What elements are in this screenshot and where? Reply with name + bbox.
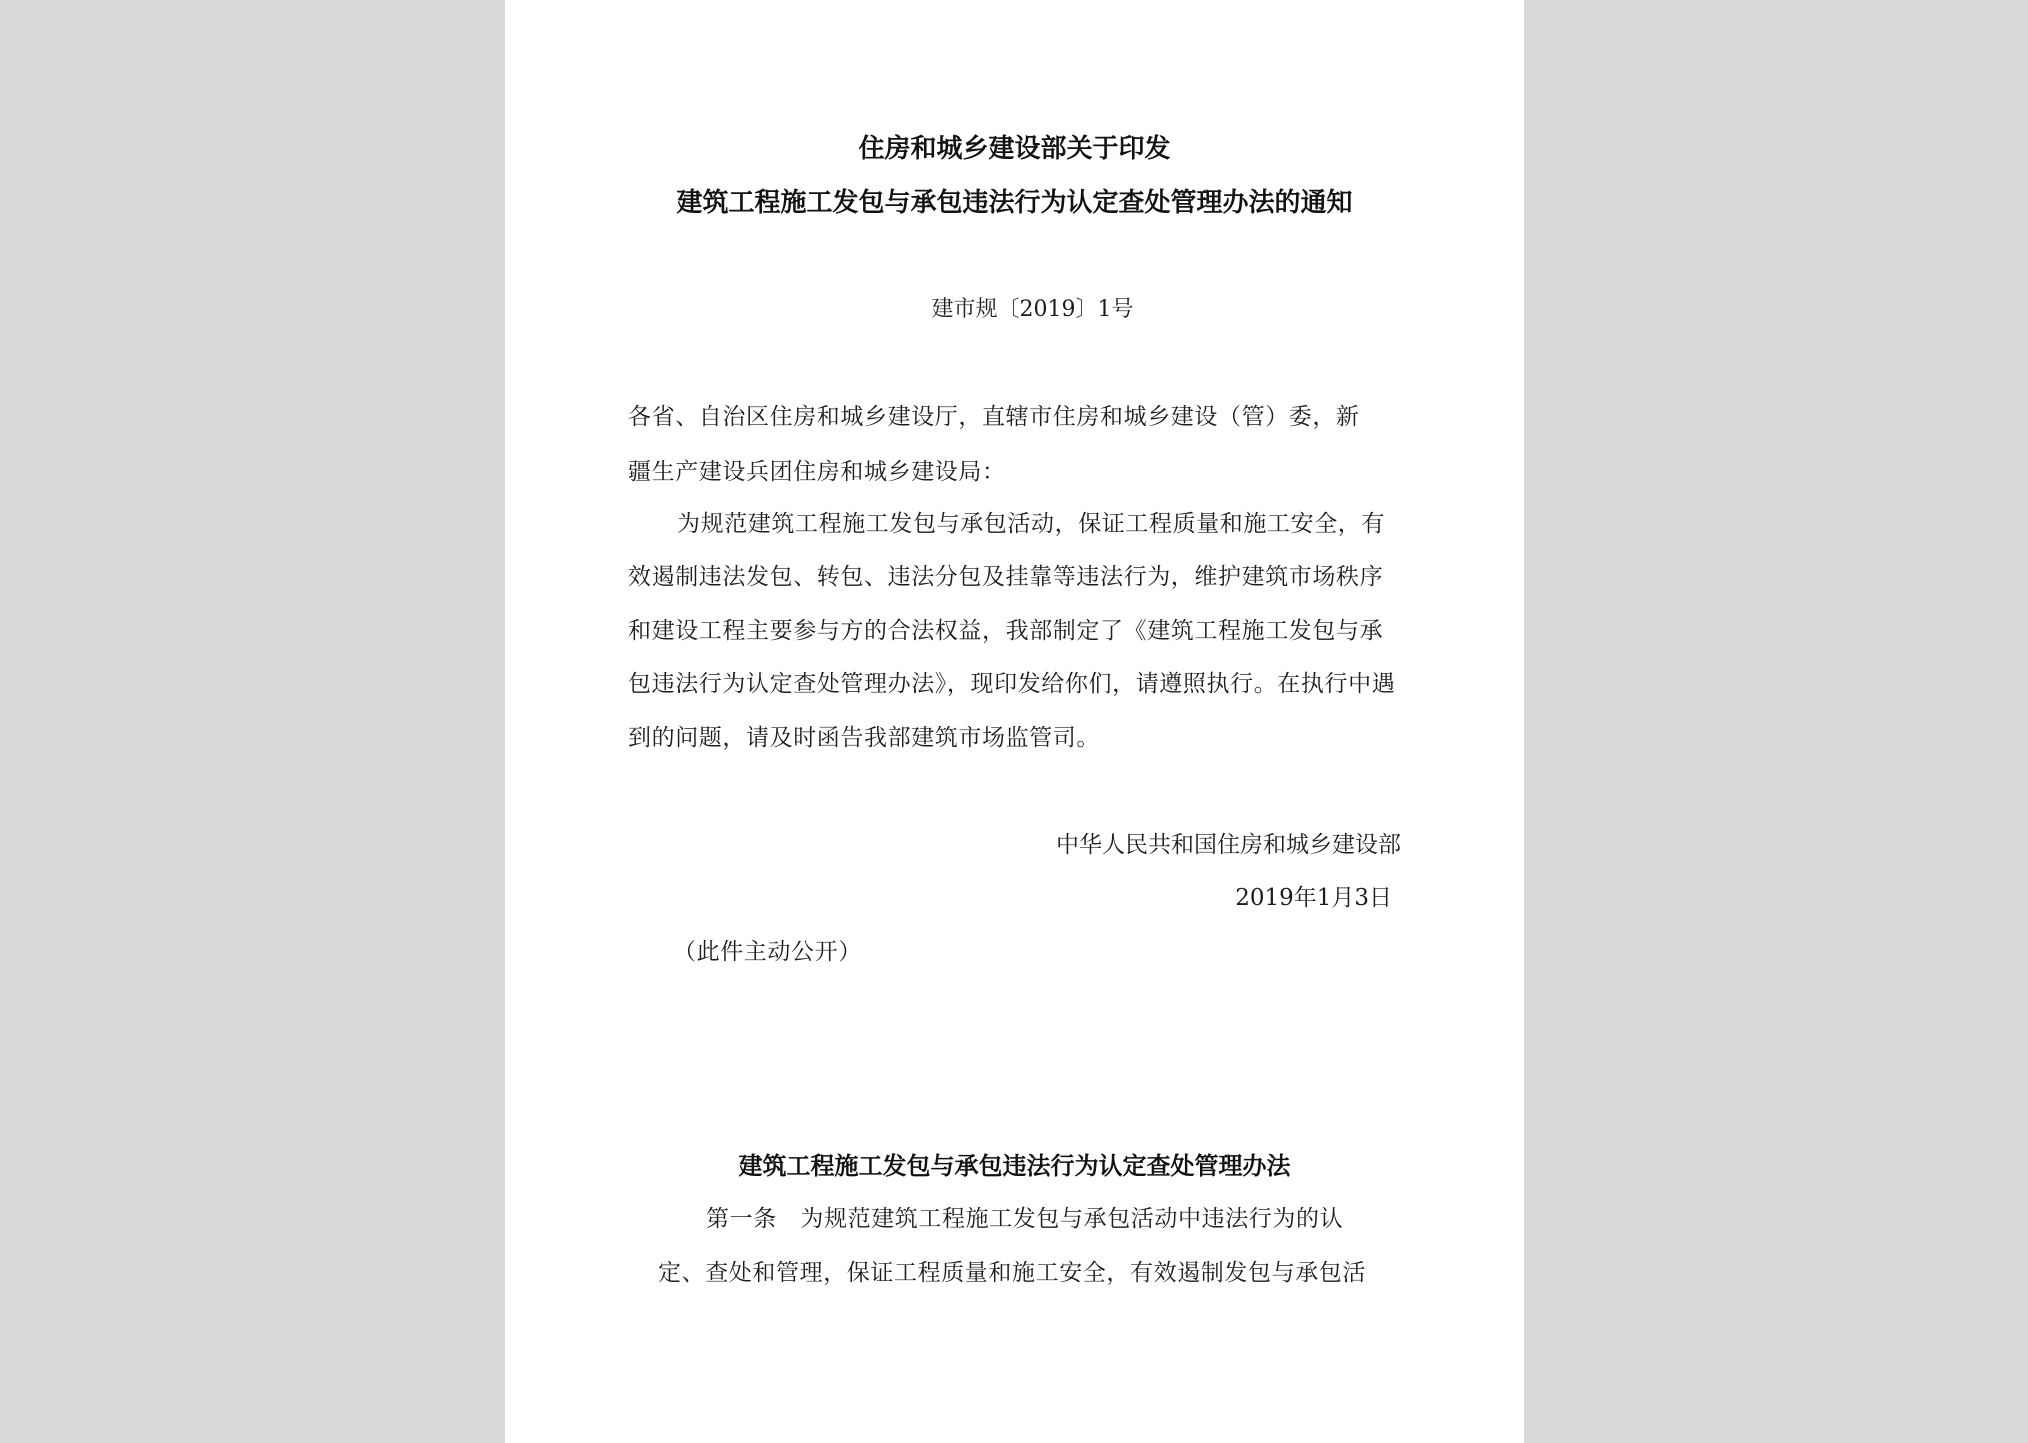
measures-title: 建筑工程施工发包与承包违法行为认定查处管理办法 [738, 1151, 1291, 1180]
issuer-signature: 中华人民共和国住房和城乡建设部 [1056, 832, 1401, 858]
body-line-1: 为规范建筑工程施工发包与承包活动，保证工程质量和施工安全，有 [677, 511, 1385, 537]
addressee-line-2: 疆生产建设兵团住房和城乡建设局： [628, 459, 1006, 485]
issue-date: 2019年1月3日 [1235, 885, 1392, 911]
document-page [505, 0, 1524, 1443]
article-1-line-2: 定、查处和管理，保证工程质量和施工安全，有效遏制发包与承包活 [658, 1260, 1366, 1286]
notice-title-line-1: 住房和城乡建设部关于印发 [858, 134, 1171, 164]
body-line-3: 和建设工程主要参与方的合法权益，我部制定了《建筑工程施工发包与承 [628, 618, 1384, 644]
article-1-line-1: 第一条 为规范建筑工程施工发包与承包活动中违法行为的认 [706, 1206, 1344, 1232]
addressee-line-1: 各省、自治区住房和城乡建设厅，直辖市住房和城乡建设（管）委，新 [628, 404, 1360, 430]
body-line-5: 到的问题，请及时函告我部建筑市场监管司。 [628, 725, 1100, 751]
body-line-2: 效遏制违法发包、转包、违法分包及挂靠等违法行为，维护建筑市场秩序 [628, 564, 1384, 590]
notice-title-line-2: 建筑工程施工发包与承包违法行为认定查处管理办法的通知 [676, 188, 1353, 218]
document-number: 建市规〔2019〕1号 [931, 297, 1134, 322]
disclosure-note: （此件主动公开） [673, 939, 862, 965]
body-line-4: 包违法行为认定查处管理办法》，现印发给你们，请遵照执行。在执行中遇 [628, 671, 1396, 697]
